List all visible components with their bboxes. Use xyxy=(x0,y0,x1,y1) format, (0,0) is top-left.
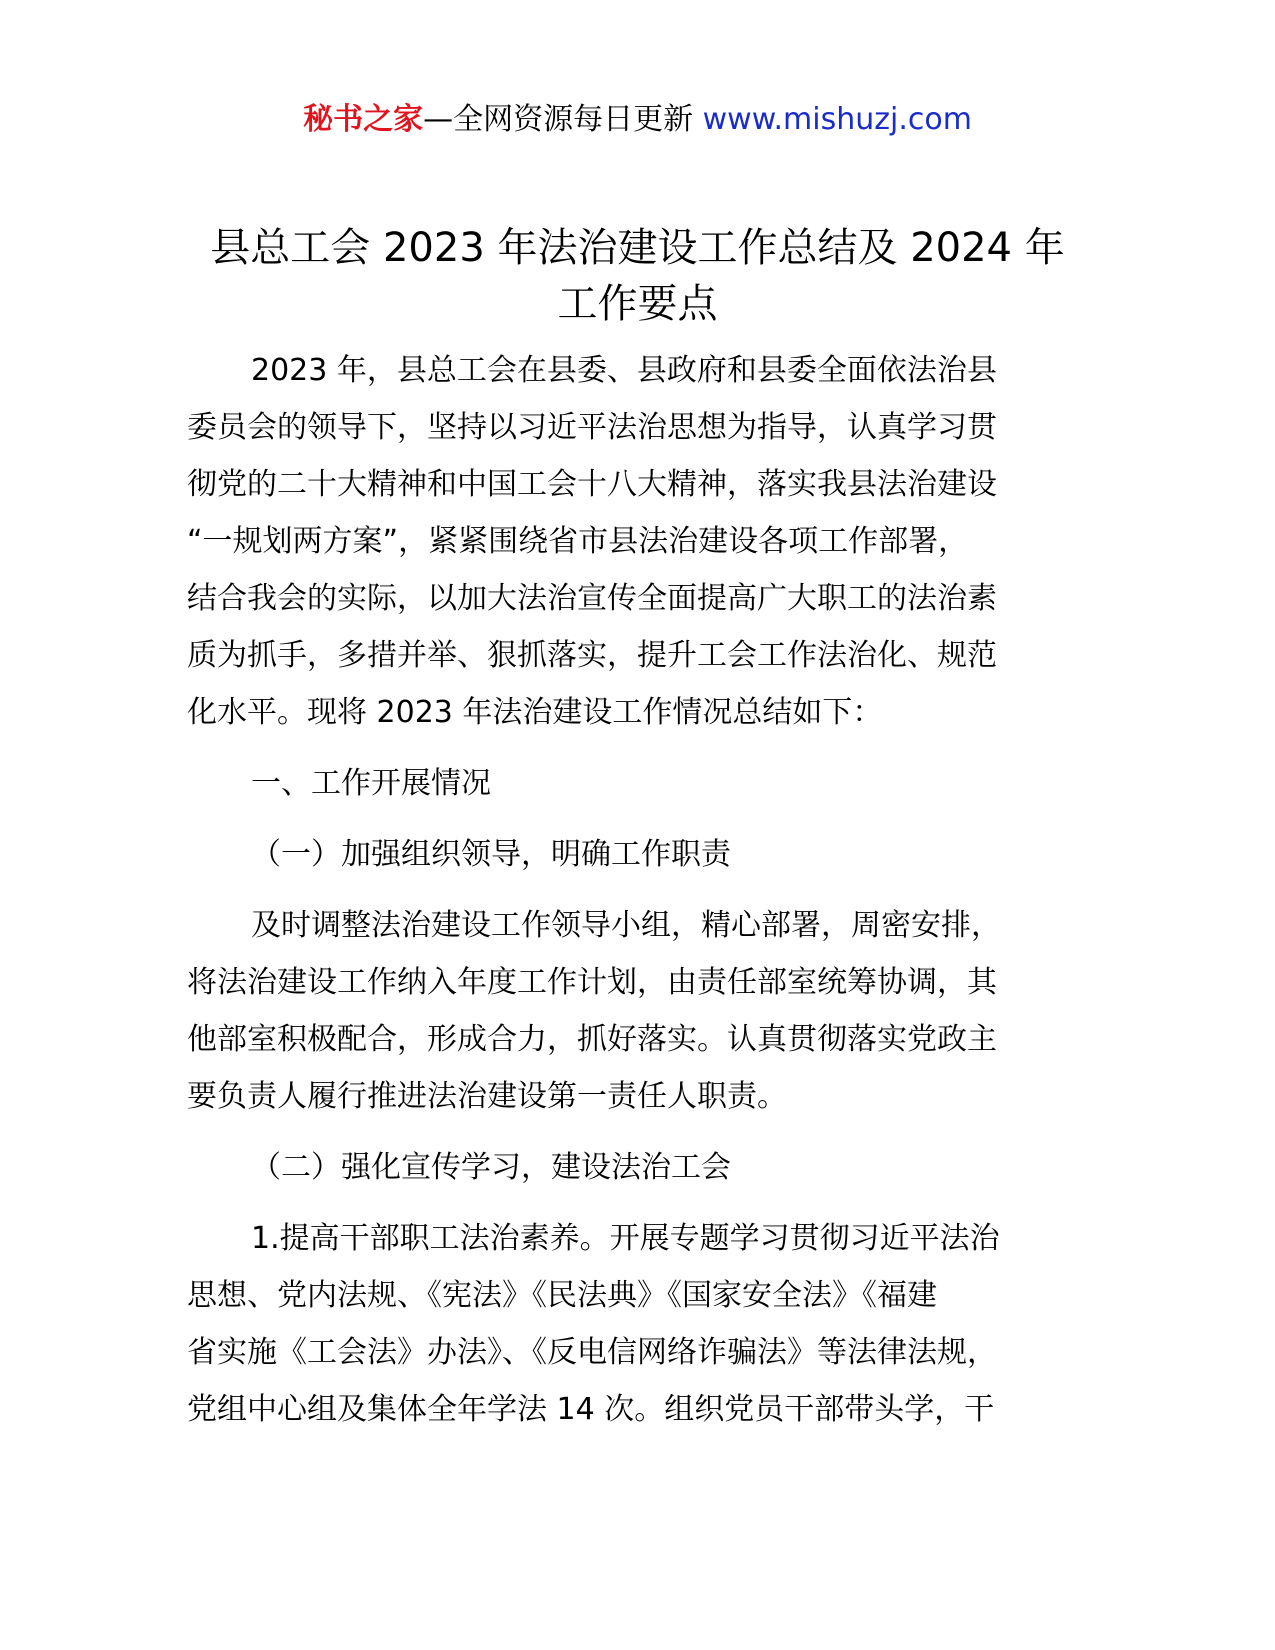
text-line: 党组中心组及集体全年学法 14 次。组织党员干部带头学，干 xyxy=(187,1392,995,1427)
text-line: 2023 年，县总工会在县委、县政府和县委全面依法治县 xyxy=(251,353,997,388)
page-header xyxy=(0,98,1275,142)
text-line: 结合我会的实际，以加大法治宣传全面提高广大职工的法治素 xyxy=(187,581,997,616)
text-line: 质为抓手，多措并举、狠抓落实，提升工会工作法治化、规范 xyxy=(187,638,997,673)
text-line: 思想、党内法规、《宪法》《民法典》《国家安全法》《福建 xyxy=(187,1278,937,1313)
text-line: 1.提高干部职工法治素养。开展专题学习贯彻习近平法治 xyxy=(251,1221,1000,1256)
subsection-heading-2: （二）强化宣传学习，建设法治工会 xyxy=(251,1150,731,1185)
document-body xyxy=(187,342,1087,1438)
title-line-2: 工作要点 xyxy=(557,281,718,327)
paragraph-intro xyxy=(187,342,1087,741)
title-line-1: 县总工会 2023 年法治建设工作总结及 2024 年 xyxy=(210,225,1065,271)
subsection-heading-1: （一）加强组织领导，明确工作职责 xyxy=(251,837,731,872)
section-heading-1: 一、工作开展情况 xyxy=(251,766,491,801)
paragraph-leadership xyxy=(187,897,1087,1125)
text-line: 要负责人履行推进法治建设第一责任人职责。 xyxy=(187,1079,787,1114)
text-line: 化水平。现将 2023 年法治建设工作情况总结如下： xyxy=(187,695,883,730)
header-brand: 秘书之家 xyxy=(303,102,424,137)
text-line: 彻党的二十大精神和中国工会十八大精神，落实我县法治建设 xyxy=(187,467,997,502)
paragraph-study xyxy=(187,1210,1087,1438)
text-line: 他部室积极配合，形成合力，抓好落实。认真贯彻落实党政主 xyxy=(187,1022,997,1057)
document-title xyxy=(0,220,1275,332)
text-line: 将法治建设工作纳入年度工作计划，由责任部室统筹协调，其 xyxy=(187,965,997,1000)
header-url-link[interactable]: www.mishuzj.com xyxy=(702,102,972,137)
text-line: “一规划两方案”，紧紧围绕省市县法治建设各项工作部署， xyxy=(187,524,969,559)
text-line: 省实施《工会法》办法》、《反电信网络诈骗法》等法律法规， xyxy=(187,1335,997,1370)
text-line: 及时调整法治建设工作领导小组，精心部署，周密安排， xyxy=(251,908,1001,943)
text-line: 委员会的领导下，坚持以习近平法治思想为指导，认真学习贯 xyxy=(187,410,997,445)
header-slogan: —全网资源每日更新 xyxy=(423,102,694,137)
